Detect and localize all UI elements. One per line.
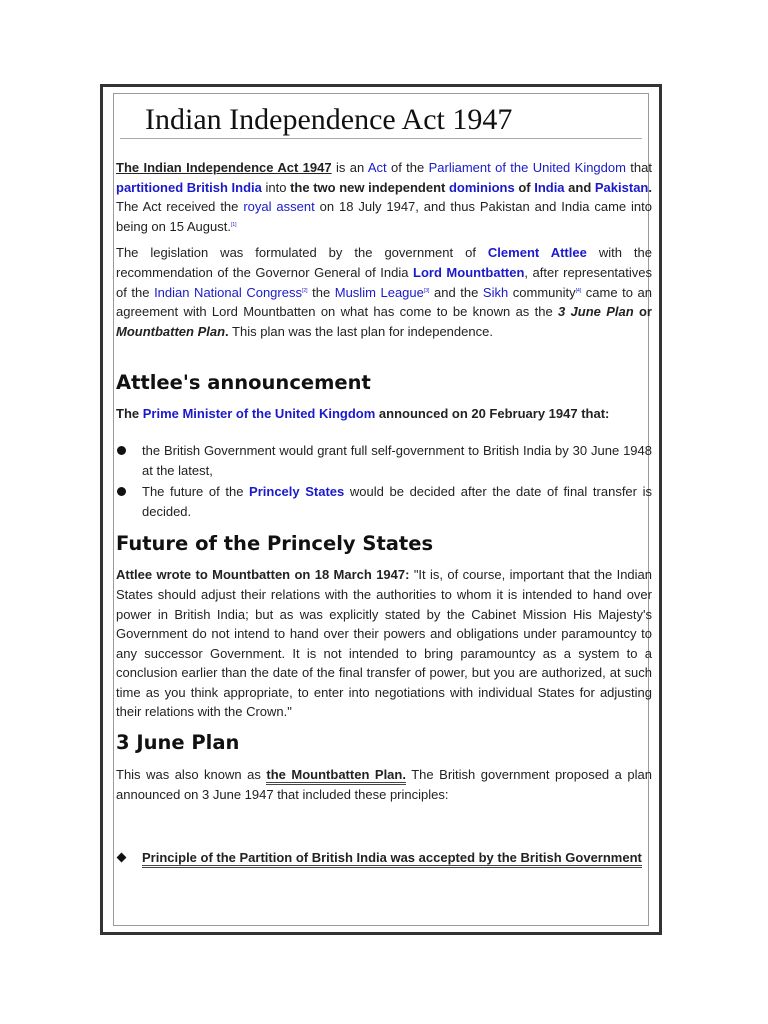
- link-muslim-league[interactable]: Muslim League: [334, 284, 424, 300]
- title-divider: [120, 138, 642, 139]
- quote-text: "It is, of course, important that the Indian States should adjust their relations with the authorities to whom it is intended to hand over power in British India; but as was explicitly stated by the Cabinet Mission His Majesty's Government do not intend to hand over their powers and obligations under paramountcy to any successor Government. It is not intended to bring paramountcy as a system to a conclusion earlier than the date of the final transfer of power, but you are authorized, at such time as you think appropriate, to enter into negotiations with individual States for adjusting their relations with the Crown.": [116, 567, 653, 720]
- text: The: [116, 406, 143, 422]
- ref-4[interactable]: [4]: [575, 287, 582, 294]
- text: and the: [429, 284, 483, 300]
- article-body: [116, 158, 652, 868]
- text: , after representatives of the: [116, 264, 652, 300]
- announcement-line: [116, 404, 652, 424]
- text: This was also known as: [116, 767, 267, 783]
- link-princely-states[interactable]: Princely States: [249, 484, 345, 500]
- link-sikh[interactable]: Sikh: [482, 284, 509, 300]
- link-pakistan[interactable]: Pakistan: [594, 179, 649, 195]
- plan-name-mountbatten: Mountbatten Plan: [116, 323, 226, 339]
- text: .: [648, 179, 652, 195]
- text: The future of the: [142, 484, 250, 500]
- link-partition[interactable]: partitioned British India: [116, 179, 262, 195]
- text: community: [508, 284, 576, 300]
- link-royal-assent[interactable]: royal assent: [243, 199, 315, 215]
- link-inc[interactable]: Indian National Congress: [154, 284, 302, 300]
- text: .: [225, 323, 229, 339]
- document-page: [113, 93, 653, 926]
- text: This plan was the last plan for independence.: [228, 323, 493, 339]
- diamond-bullet-icon: [117, 853, 127, 863]
- text: of: [514, 179, 535, 195]
- page-title: Indian Independence Act 1947: [145, 103, 513, 136]
- announcement-list: [116, 441, 652, 521]
- act-name: The Indian Independence Act 1947: [116, 160, 332, 175]
- ref-2[interactable]: [2]: [301, 287, 308, 294]
- june-plan-paragraph: [116, 765, 652, 804]
- text: or: [633, 304, 652, 320]
- plan-name-june: 3 June Plan: [558, 304, 634, 320]
- text: is an: [331, 160, 368, 175]
- intro-paragraph: [116, 158, 652, 236]
- list-item: [116, 441, 652, 480]
- link-parliament[interactable]: Parliament of the United Kingdom: [428, 160, 626, 175]
- text: on 18 July 1947, and thus Pakistan and India came into being on 15 August.: [116, 199, 652, 234]
- principle-text: Principle of the Partition of British India was accepted by the British Government: [142, 850, 642, 868]
- new-dominions-text: the two new independent: [290, 179, 449, 195]
- link-act[interactable]: Act: [367, 160, 387, 175]
- text: with the recommendation of the Governor General of India: [116, 245, 652, 280]
- text: The Act received the: [116, 199, 244, 215]
- bullet-icon: [117, 446, 126, 455]
- text: announced on 20 February 1947 that:: [375, 406, 610, 422]
- text: The British government proposed a plan announced on 3 June 1947 that included these principles:: [116, 767, 652, 802]
- ref-3[interactable]: [3]: [423, 287, 430, 294]
- text: into: [261, 179, 291, 195]
- text: the British Government would grant full self-government to British India by 30 June 1948 at the latest,: [142, 442, 652, 478]
- attlee-quote-paragraph: [116, 565, 652, 722]
- heading-future-princely-states: Future of the Princely States: [116, 532, 434, 556]
- text: came to an agreement with Lord Mountbatten on what has come to be known as the: [116, 284, 653, 320]
- link-lord-mountbatten[interactable]: Lord Mountbatten: [413, 264, 525, 280]
- text: the: [307, 284, 335, 300]
- legislation-paragraph: [116, 243, 652, 341]
- quote-lead: Attlee wrote to Mountbatten on 18 March 1947:: [116, 567, 410, 583]
- principle-item: [116, 848, 652, 868]
- document-page-frame: [100, 84, 662, 935]
- text: The legislation was formulated by the government of: [116, 245, 488, 261]
- text: and: [564, 179, 595, 195]
- text: of the: [386, 160, 429, 175]
- heading-attlee-announcement: Attlee's announcement: [116, 371, 371, 395]
- ref-1[interactable]: [1]: [230, 221, 237, 228]
- link-india[interactable]: India: [534, 179, 565, 195]
- list-item: [116, 482, 652, 521]
- link-clement-attlee[interactable]: Clement Attlee: [487, 245, 587, 261]
- link-prime-minister[interactable]: Prime Minister of the United Kingdom: [142, 406, 376, 422]
- mountbatten-plan-term: the Mountbatten Plan.: [266, 767, 406, 785]
- text: that: [625, 160, 652, 175]
- text: would be decided after the date of final transfer is decided.: [142, 484, 652, 519]
- link-dominions[interactable]: dominions: [448, 179, 515, 195]
- heading-3-june-plan: 3 June Plan: [116, 731, 240, 755]
- bullet-icon: [117, 487, 126, 496]
